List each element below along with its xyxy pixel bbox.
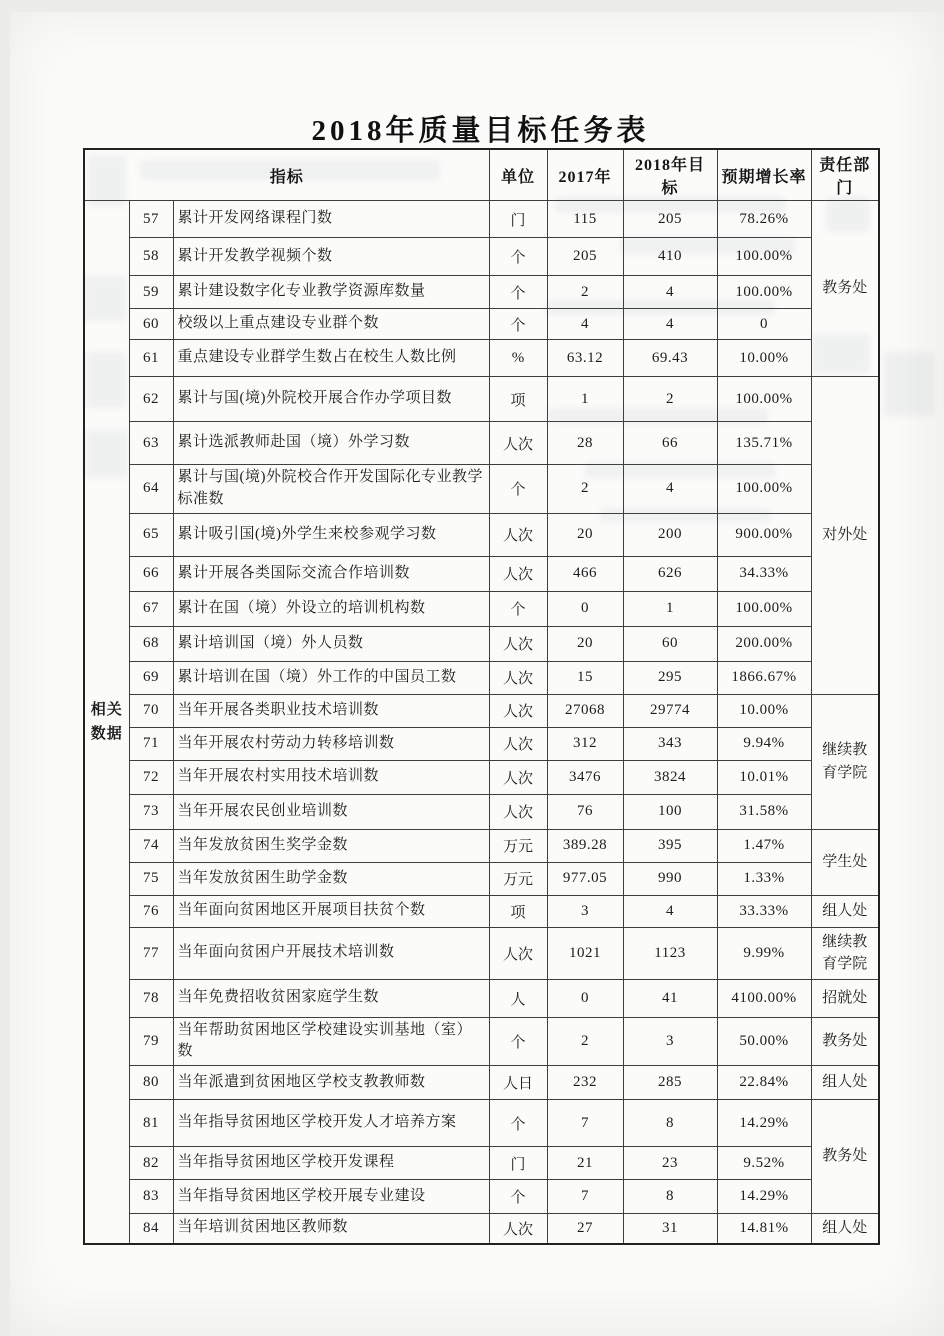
indicator-cell: 当年开展各类职业技术培训数 [173,694,489,727]
indicator-cell: 当年开展农村劳动力转移培训数 [173,727,489,760]
growth-rate-cell: 34.33% [717,556,811,591]
unit-cell: 个 [489,465,547,514]
growth-rate-cell: 14.29% [717,1100,811,1147]
growth-rate-cell: 100.00% [717,465,811,514]
value-2017-cell: 2 [547,276,623,309]
table-row [84,1017,879,1066]
target-2018-cell: 4 [623,895,717,927]
value-2017-cell: 76 [547,794,623,829]
row-number-cell: 82 [129,1147,173,1180]
value-2017-cell: 232 [547,1066,623,1100]
indicator-cell: 累计在国（境）外设立的培训机构数 [173,591,489,626]
unit-cell: 万元 [489,862,547,895]
row-number-cell: 76 [129,895,173,927]
table-row [84,661,879,694]
table-row [84,927,879,979]
row-number-cell: 69 [129,661,173,694]
table-row [84,1180,879,1214]
table-row [84,1100,879,1147]
department-cell: 继续教育学院 [811,694,879,829]
row-number-cell: 83 [129,1180,173,1214]
bleed-through-artifact [884,352,934,416]
growth-rate-cell: 100.00% [717,377,811,422]
value-2017-cell: 1 [547,377,623,422]
growth-rate-cell: 10.00% [717,694,811,727]
growth-rate-cell: 78.26% [717,201,811,238]
growth-rate-cell: 9.94% [717,727,811,760]
target-2018-cell: 8 [623,1100,717,1147]
value-2017-cell: 389.28 [547,829,623,862]
indicator-cell: 当年指导贫困地区学校开发人才培养方案 [173,1100,489,1147]
target-2018-cell: 23 [623,1147,717,1180]
table-row [84,340,879,377]
value-2017-cell: 3 [547,895,623,927]
growth-rate-cell: 4100.00% [717,979,811,1017]
growth-rate-cell: 10.01% [717,760,811,794]
growth-rate-cell: 900.00% [717,513,811,556]
department-cell: 组人处 [811,1066,879,1100]
target-2018-cell: 285 [623,1066,717,1100]
row-number-cell: 63 [129,422,173,465]
row-number-cell: 78 [129,979,173,1017]
row-number-cell: 65 [129,513,173,556]
table-row [84,591,879,626]
quality-targets-table [83,148,880,1245]
value-2017-cell: 0 [547,591,623,626]
value-2017-cell: 20 [547,626,623,661]
row-number-cell: 57 [129,201,173,238]
indicator-cell: 当年面向贫困户开展技术培训数 [173,927,489,979]
department-cell: 组人处 [811,895,879,927]
target-2018-cell: 200 [623,513,717,556]
unit-cell: 人次 [489,661,547,694]
unit-cell: 个 [489,309,547,340]
indicator-cell: 累计开展各类国际交流合作培训数 [173,556,489,591]
target-2018-cell: 100 [623,794,717,829]
value-2017-cell: 0 [547,979,623,1017]
value-2017-cell: 2 [547,465,623,514]
value-2017-cell: 7 [547,1180,623,1214]
indicator-cell: 累计培训国（境）外人员数 [173,626,489,661]
department-cell: 教务处 [811,201,879,377]
indicator-cell: 累计与国(境)外院校开展合作办学项目数 [173,377,489,422]
target-2018-cell: 31 [623,1214,717,1244]
department-cell: 教务处 [811,1100,879,1214]
header-growth-rate: 预期增长率 [717,149,811,201]
row-number-cell: 59 [129,276,173,309]
unit-cell: 人次 [489,556,547,591]
target-2018-cell: 626 [623,556,717,591]
growth-rate-cell: 14.81% [717,1214,811,1244]
department-cell: 学生处 [811,829,879,895]
target-2018-cell: 3824 [623,760,717,794]
unit-cell: 个 [489,276,547,309]
table-row [84,1066,879,1100]
value-2017-cell: 977.05 [547,862,623,895]
value-2017-cell: 312 [547,727,623,760]
indicator-cell: 累计选派教师赴国（境）外学习数 [173,422,489,465]
unit-cell: 人次 [489,626,547,661]
target-2018-cell: 3 [623,1017,717,1066]
target-2018-cell: 4 [623,465,717,514]
header-indicator: 指标 [84,149,489,201]
header-row [84,149,879,201]
unit-cell: 个 [489,1180,547,1214]
growth-rate-cell: 1.47% [717,829,811,862]
value-2017-cell: 3476 [547,760,623,794]
value-2017-cell: 115 [547,201,623,238]
growth-rate-cell: 33.33% [717,895,811,927]
table-row [84,1214,879,1244]
target-2018-cell: 29774 [623,694,717,727]
unit-cell: 人次 [489,513,547,556]
indicator-cell: 累计吸引国(境)外学生来校参观学习数 [173,513,489,556]
growth-rate-cell: 22.84% [717,1066,811,1100]
target-2018-cell: 60 [623,626,717,661]
table-row [84,1147,879,1180]
unit-cell: % [489,340,547,377]
unit-cell: 项 [489,377,547,422]
value-2017-cell: 20 [547,513,623,556]
growth-rate-cell: 100.00% [717,276,811,309]
target-2018-cell: 41 [623,979,717,1017]
row-number-cell: 79 [129,1017,173,1066]
row-number-cell: 84 [129,1214,173,1244]
indicator-cell: 当年帮助贫困地区学校建设实训基地（室）数 [173,1017,489,1066]
target-2018-cell: 8 [623,1180,717,1214]
table-row [84,201,879,238]
row-number-cell: 80 [129,1066,173,1100]
unit-cell: 人日 [489,1066,547,1100]
target-2018-cell: 2 [623,377,717,422]
row-number-cell: 81 [129,1100,173,1147]
table-row [84,979,879,1017]
header-unit: 单位 [489,149,547,201]
department-cell: 对外处 [811,377,879,695]
indicator-cell: 当年派遣到贫困地区学校支教教师数 [173,1066,489,1100]
value-2017-cell: 7 [547,1100,623,1147]
header-department: 责任部门 [811,149,879,201]
scan-edge-left [0,0,10,1336]
unit-cell: 人 [489,979,547,1017]
indicator-cell: 当年发放贫困生助学金数 [173,862,489,895]
table-row [84,465,879,514]
table-row [84,626,879,661]
growth-rate-cell: 1866.67% [717,661,811,694]
table-row [84,422,879,465]
growth-rate-cell: 31.58% [717,794,811,829]
target-2018-cell: 395 [623,829,717,862]
growth-rate-cell: 100.00% [717,238,811,276]
value-2017-cell: 2 [547,1017,623,1066]
growth-rate-cell: 135.71% [717,422,811,465]
table-row [84,694,879,727]
value-2017-cell: 1021 [547,927,623,979]
table-row [84,556,879,591]
row-group-label-cell: 相关数据 [84,201,129,1244]
indicator-cell: 累计开发教学视频个数 [173,238,489,276]
value-2017-cell: 63.12 [547,340,623,377]
target-2018-cell: 1 [623,591,717,626]
growth-rate-cell: 50.00% [717,1017,811,1066]
unit-cell: 人次 [489,694,547,727]
row-number-cell: 60 [129,309,173,340]
target-2018-cell: 205 [623,201,717,238]
row-number-cell: 75 [129,862,173,895]
growth-rate-cell: 14.29% [717,1180,811,1214]
unit-cell: 个 [489,591,547,626]
indicator-cell: 累计培训在国（境）外工作的中国员工数 [173,661,489,694]
target-2018-cell: 410 [623,238,717,276]
table-row [84,727,879,760]
value-2017-cell: 21 [547,1147,623,1180]
unit-cell: 人次 [489,794,547,829]
value-2017-cell: 27068 [547,694,623,727]
department-cell: 教务处 [811,1017,879,1066]
unit-cell: 项 [489,895,547,927]
page-title: 2018年质量目标任务表 [311,115,650,147]
table-row [84,513,879,556]
row-number-cell: 64 [129,465,173,514]
department-cell: 组人处 [811,1214,879,1244]
indicator-cell: 累计建设数字化专业教学资源库数量 [173,276,489,309]
unit-cell: 个 [489,1100,547,1147]
row-number-cell: 62 [129,377,173,422]
table-row [84,238,879,276]
target-2018-cell: 1123 [623,927,717,979]
row-number-cell: 67 [129,591,173,626]
indicator-cell: 校级以上重点建设专业群个数 [173,309,489,340]
unit-cell: 门 [489,1147,547,1180]
unit-cell: 万元 [489,829,547,862]
value-2017-cell: 4 [547,309,623,340]
value-2017-cell: 205 [547,238,623,276]
value-2017-cell: 466 [547,556,623,591]
table-row [84,377,879,422]
target-2018-cell: 4 [623,309,717,340]
row-number-cell: 58 [129,238,173,276]
target-2018-cell: 343 [623,727,717,760]
indicator-cell: 当年培训贫困地区教师数 [173,1214,489,1244]
unit-cell: 个 [489,238,547,276]
indicator-cell: 当年开展农民创业培训数 [173,794,489,829]
indicator-cell: 当年开展农村实用技术培训数 [173,760,489,794]
value-2017-cell: 28 [547,422,623,465]
table-row [84,794,879,829]
growth-rate-cell: 200.00% [717,626,811,661]
growth-rate-cell: 9.52% [717,1147,811,1180]
indicator-cell: 当年面向贫困地区开展项目扶贫个数 [173,895,489,927]
row-number-cell: 61 [129,340,173,377]
growth-rate-cell: 0 [717,309,811,340]
unit-cell: 门 [489,201,547,238]
row-number-cell: 72 [129,760,173,794]
row-number-cell: 74 [129,829,173,862]
row-number-cell: 71 [129,727,173,760]
value-2017-cell: 15 [547,661,623,694]
unit-cell: 人次 [489,1214,547,1244]
indicator-cell: 重点建设专业群学生数占在校生人数比例 [173,340,489,377]
target-2018-cell: 4 [623,276,717,309]
header-2017: 2017年 [547,149,623,201]
table-row [84,829,879,862]
growth-rate-cell: 100.00% [717,591,811,626]
unit-cell: 人次 [489,422,547,465]
indicator-cell: 当年指导贫困地区学校开发课程 [173,1147,489,1180]
target-2018-cell: 295 [623,661,717,694]
growth-rate-cell: 10.00% [717,340,811,377]
value-2017-cell: 27 [547,1214,623,1244]
target-2018-cell: 66 [623,422,717,465]
indicator-cell: 累计与国(境)外院校合作开发国际化专业教学标准数 [173,465,489,514]
row-number-cell: 66 [129,556,173,591]
header-2018-target: 2018年目标 [623,149,717,201]
scan-edge-top [0,0,944,12]
table-row [84,760,879,794]
indicator-cell: 累计开发网络课程门数 [173,201,489,238]
unit-cell: 个 [489,1017,547,1066]
indicator-cell: 当年发放贫困生奖学金数 [173,829,489,862]
row-number-cell: 77 [129,927,173,979]
table-row [84,276,879,309]
row-number-cell: 73 [129,794,173,829]
indicator-cell: 当年指导贫困地区学校开展专业建设 [173,1180,489,1214]
table-row [84,309,879,340]
row-number-cell: 70 [129,694,173,727]
target-2018-cell: 990 [623,862,717,895]
growth-rate-cell: 9.99% [717,927,811,979]
unit-cell: 人次 [489,727,547,760]
unit-cell: 人次 [489,927,547,979]
unit-cell: 人次 [489,760,547,794]
table-row [84,895,879,927]
indicator-cell: 当年免费招收贫困家庭学生数 [173,979,489,1017]
department-cell: 继续教育学院 [811,927,879,979]
row-number-cell: 68 [129,626,173,661]
table-row [84,862,879,895]
target-2018-cell: 69.43 [623,340,717,377]
department-cell: 招就处 [811,979,879,1017]
growth-rate-cell: 1.33% [717,862,811,895]
